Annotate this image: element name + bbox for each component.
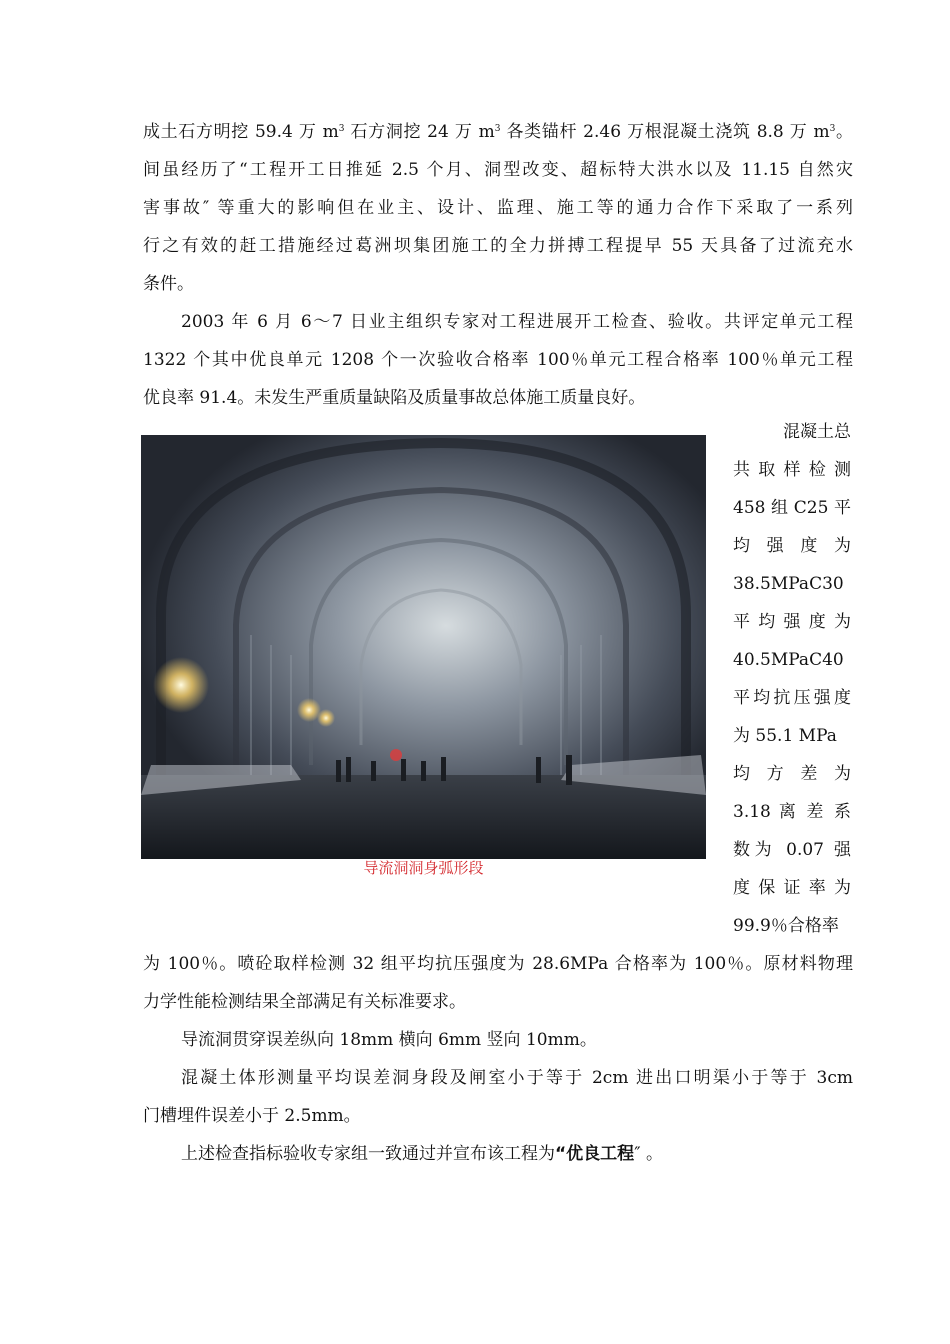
paragraph-2-line-3: 优良率 91.4。未发生严重质量缺陷及质量事故总体施工质量良好。 [143, 388, 646, 408]
paragraph-1-line-5: 条件。 [143, 274, 194, 294]
paragraph-4: 导流洞贯穿误差纵向 18mm 横向 6mm 竖向 10mm。 [181, 1030, 597, 1050]
side-line-7: 40.5MPaC40 [733, 650, 844, 670]
paragraph-1-line-4: 行之有效的赶工措施经过葛洲坝集团施工的全力拼搏工程提早 55 天具备了过流充水 [143, 236, 853, 256]
paragraph-2-line-2: 1322 个其中优良单元 1208 个一次验收合格率 100％单元工程合格率 100％单元工程 [143, 350, 853, 370]
tunnel-photo [141, 435, 706, 859]
side-line-3: 458 组 C25 平 [733, 498, 851, 518]
paragraph-5-line-1: 混凝土体形测量平均误差洞身段及闸室小于等于 2cm 进出口明渠小于等于 3cm [181, 1068, 853, 1088]
side-line-10: 均 方 差 为 [733, 764, 851, 784]
paragraph-1-line-2: 间虽经历了“工程开工日推延 2.5 个月、洞型改变、超标特大洪水以及 11.15 自然灾 [143, 160, 853, 180]
paragraph-3-line-1: 为 100％。喷砼取样检测 32 组平均抗压强度为 28.6MPa 合格率为 100％。原材料物理 [143, 954, 853, 974]
figure-caption: 导流洞洞身弧形段 [363, 859, 484, 877]
paragraph-1-line-3: 害事故″ 等重大的影响但在业主、设计、监理、施工等的通力合作下采取了一系列 [143, 198, 853, 218]
side-line-14: 99.9％合格率 [733, 916, 839, 936]
side-line-13: 度保证率为 [733, 878, 851, 898]
paragraph-1-line-1: 成土石方明挖 59.4 万 $m^3$ 石方洞挖 24 万 $m^3$ 各类锚杆 2.46 万根混凝土浇筑 8.8 万 $m^3$。 [143, 122, 854, 142]
side-line-5: 38.5MPaC30 [733, 574, 844, 594]
side-line-9: 为 55.1 MPa [733, 726, 837, 746]
side-line-12: 数为 0.07 强 [733, 840, 851, 860]
paragraph-2-line-1: 2003 年 6 月 6～7 日业主组织专家对工程进展开工检查、验收。共评定单元工程 [181, 312, 853, 332]
excellent-project-label: “优良工程 [555, 1144, 635, 1164]
side-line-1: 混凝土总 [783, 422, 851, 442]
paragraph-3-line-2: 力学性能检测结果全部满足有关标准要求。 [143, 992, 466, 1012]
side-line-8: 平均抗压强度 [733, 688, 851, 708]
side-line-11: 3.18 离 差 系 [733, 802, 851, 822]
side-line-4: 均 强 度 为 [733, 536, 851, 556]
side-line-2: 共取样检测 [733, 460, 851, 480]
paragraph-5-line-2: 门槽埋件误差小于 2.5mm。 [143, 1106, 361, 1126]
paragraph-6: 上述检查指标验收专家组一致通过并宣布该工程为“优良工程″ 。 [181, 1144, 663, 1164]
side-line-6: 平均强度为 [733, 612, 851, 632]
